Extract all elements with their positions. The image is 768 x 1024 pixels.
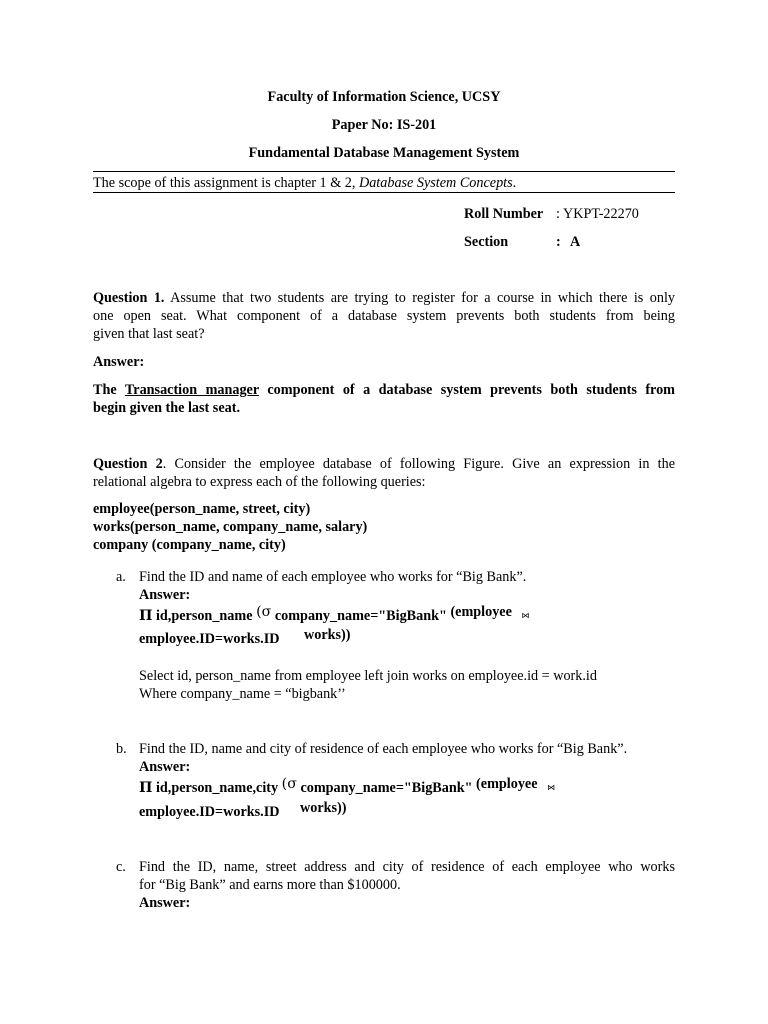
q1-answer-label: Answer: — [93, 354, 145, 370]
q2b-join-icon: ⋈ — [547, 783, 556, 792]
q2a-pi-symbol: Π — [139, 608, 153, 624]
q2a-algebra-line-1 — [139, 604, 530, 625]
bottom-rule — [93, 192, 675, 193]
q1-text-1: Assume that two students are trying to register for a course in which there is only — [164, 290, 675, 306]
schema-works: works(person_name, company_name, salary) — [93, 519, 368, 535]
q2-text-1: . Consider the employee database of following Figure. Give an expression in the — [162, 456, 675, 472]
q2c-line-1: Find the ID, name, street address and city of residence of each employee who works — [139, 859, 675, 875]
schema-company: company (company_name, city) — [93, 537, 286, 553]
roll-number-value: : YKPT-22270 — [556, 206, 639, 222]
scope-book-title: Database System Concepts — [358, 175, 513, 191]
q2a-projection: id,person_name — [152, 608, 253, 624]
course-title: Fundamental Database Management System — [248, 145, 520, 161]
q2a-works: works)) — [304, 627, 351, 643]
q1-answer-post: component of a database system prevents both students from — [258, 382, 675, 398]
q2b-sigma: (σ — [281, 776, 297, 792]
q1-line-1 — [93, 289, 675, 307]
q2-line-2: relational algebra to express each of the following queries: — [93, 474, 426, 490]
q2a-employee: (employee — [450, 604, 512, 620]
scope-text: The scope of this assignment is chapter 1 & 2, — [93, 175, 359, 191]
q1-answer-pre: The — [93, 382, 125, 398]
q1-answer-line-1 — [93, 381, 675, 399]
q2b-marker: b. — [116, 741, 127, 757]
q1-line-3: given that last seat? — [93, 326, 205, 342]
q2a-join-icon: ⋈ — [521, 611, 530, 620]
paper-number: Paper No: IS-201 — [331, 117, 437, 133]
section-label: Section — [464, 234, 509, 250]
q2b-join-condition: employee.ID=works.ID — [139, 804, 280, 820]
q2a-sql-line-1: Select id, person_name from employee left join works on employee.id = work.id — [139, 668, 597, 684]
q2a-condition: company_name="BigBank" — [271, 608, 447, 624]
q1-answer-term: Transaction manager — [124, 382, 259, 398]
q2-line-1 — [93, 455, 675, 473]
q2a-text: Find the ID and name of each employee who works for “Big Bank”. — [139, 569, 527, 585]
q2c-line-2: for “Big Bank” and earns more than $100000. — [139, 877, 401, 893]
scope-statement — [93, 174, 516, 192]
q1-label: Question 1. — [93, 290, 165, 306]
q2a-marker: a. — [116, 569, 126, 585]
q2b-employee: (employee — [476, 776, 538, 792]
q2b-projection: id,person_name,city — [152, 780, 279, 796]
q2-label: Question 2 — [93, 456, 163, 472]
q2c-answer-label: Answer: — [139, 895, 191, 911]
q2b-answer-label: Answer: — [139, 759, 191, 775]
q2c-marker: c. — [116, 859, 126, 875]
top-rule — [93, 171, 675, 172]
q2a-sigma: (σ — [256, 604, 272, 620]
q2b-text: Find the ID, name and city of residence of each employee who works for “Big Bank”. — [139, 741, 628, 757]
roll-number-label: Roll Number — [464, 206, 544, 222]
q2a-answer-label: Answer: — [139, 587, 191, 603]
scope-end: . — [512, 175, 517, 191]
schema-employee: employee(person_name, street, city) — [93, 501, 311, 517]
q2b-pi-symbol: Π — [139, 780, 153, 796]
q2b-algebra-line-1 — [139, 776, 556, 797]
q2b-works: works)) — [300, 800, 347, 816]
q1-line-2: one open seat. What component of a database system prevents both students from being — [93, 308, 675, 324]
q1-answer-line-2: begin given the last seat. — [93, 400, 240, 416]
q2a-join-condition: employee.ID=works.ID — [139, 631, 280, 647]
q2a-sql-line-2: Where company_name = “bigbank’’ — [139, 686, 346, 702]
q2b-condition: company_name="BigBank" — [296, 780, 473, 796]
section-value: A — [570, 234, 581, 250]
section-colon: : — [556, 234, 561, 250]
faculty-title: Faculty of Information Science, UCSY — [267, 89, 501, 105]
